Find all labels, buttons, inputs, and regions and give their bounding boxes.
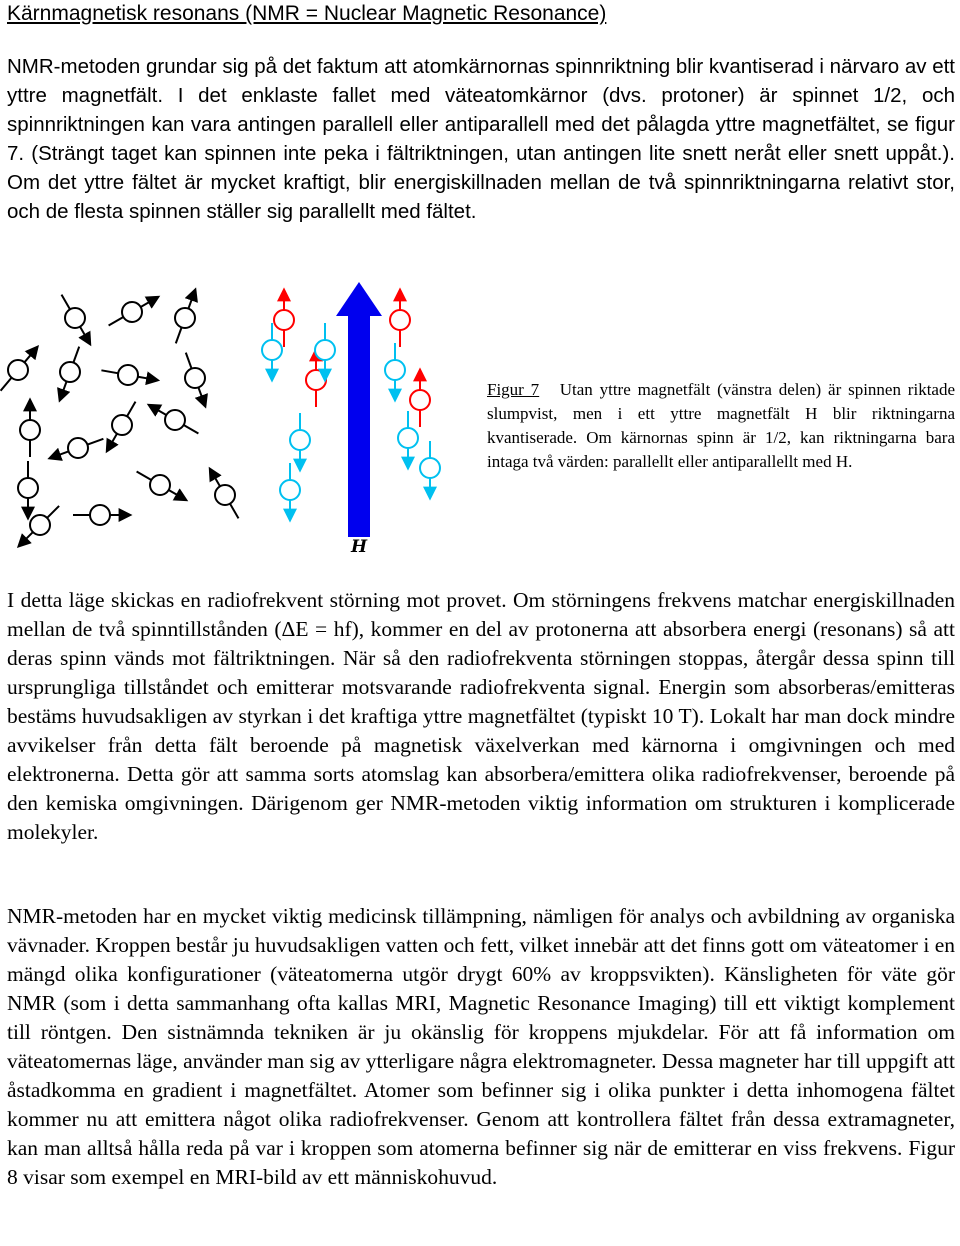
random-spin bbox=[109, 299, 156, 326]
random-spins-group bbox=[1, 293, 239, 544]
spin-up bbox=[410, 373, 430, 427]
page-title: Kärnmagnetisk resonans (NMR = Nuclear Magnetic Resonance) bbox=[7, 2, 607, 25]
spin-up bbox=[274, 293, 294, 347]
random-spin bbox=[152, 407, 199, 434]
spin-down bbox=[385, 343, 405, 397]
spin-down bbox=[315, 323, 335, 377]
random-spin bbox=[21, 506, 59, 544]
paragraph-medical: NMR-metoden har en mycket viktig medicinsk tillämpning, nämligen för analys och avbildning av organiska vävnader. Kroppen består ju huvudsakligen vatten och fett, vilket innebär att det finns gott om väteatomer i en mängd olika konfigurationer (väteatomerna utgör drygt 60% av kroppsvikten). Känsligheten för väte gör NMR (som i detta sammanhang ofta kallas MRI, Magnetic Resonance Imaging) till ett viktigt komplement till röntgen. Den sistnämnda tekniken är ju okänslig för kroppens mjukdelar. För att få information om väteatomernas läge, använder man sig av ytterligare några elektromagneter. Dessa magneter har till uppgift att åstadkomma en gradient i magnetfältet. Atomer som befinner sig i olika punkter i detta inhomogena fältet kommer nu att emittera något olika radiofrekvenser. Genom att kontrollera fältet från dessa extramagneter, kan man alltså hålla reda på var i kroppen som atomerna befinner sig när de emitterar en viss frekvens. Figur 8 visar som exempel en MRI-bild av ett människohuvud. bbox=[7, 904, 956, 1189]
figure-caption bbox=[487, 378, 955, 474]
field-label-h: H bbox=[351, 537, 368, 557]
spin-down bbox=[398, 411, 418, 465]
spin-up bbox=[306, 353, 326, 407]
random-spin bbox=[73, 505, 127, 525]
spin-down bbox=[262, 323, 282, 377]
figure-7 bbox=[0, 280, 480, 560]
spin-down bbox=[420, 441, 440, 495]
spin-diagram bbox=[0, 280, 480, 560]
random-spin bbox=[212, 472, 239, 519]
random-spin bbox=[18, 461, 38, 515]
random-spin bbox=[20, 403, 40, 457]
spin-down bbox=[290, 413, 310, 467]
random-spin bbox=[53, 438, 104, 458]
random-spin bbox=[109, 402, 136, 449]
random-spin bbox=[185, 353, 205, 404]
caption-text: Utan yttre magnetfält (vänstra delen) är spinnen riktade slumpvist, men i ett yttre magnetfält H blir riktningarna kvantiserade. Om kärnornas spinn är 1/2, kan riktningarna bara intaga två värden: parallellt eller antiparallellt med H. bbox=[487, 380, 956, 471]
random-spin bbox=[60, 347, 80, 398]
random-spin bbox=[1, 349, 36, 390]
random-spin bbox=[62, 295, 89, 342]
magnetic-field-arrow bbox=[336, 282, 382, 557]
random-spin bbox=[175, 293, 195, 344]
caption-label: Figur 7 bbox=[487, 380, 540, 399]
spin-up bbox=[390, 293, 410, 347]
random-spin bbox=[137, 472, 184, 499]
random-spin bbox=[101, 365, 154, 385]
paragraph-intro: NMR-metoden grundar sig på det faktum att atomkärnornas spinnriktning blir kvantiserad i närvaro av ett yttre magnetfält. I det enklaste fallet med väteatomkärnor (dvs. protoner) är spinnet 1/2, och spinnriktningen kan vara antingen parallell eller antiparallell med det pålagda yttre magnetfältet, se figur 7. (Strängt taget kan spinnen inte peka i fältriktningen, utan antingen lite snett neråt eller snett uppåt.). Om det yttre fältet är mycket kraftigt, blir energiskillnaden mellan de två spinnriktningarna relativt stor, och de flesta spinnen ställer sig parallellt med fältet. bbox=[7, 55, 956, 223]
paragraph-resonance: I detta läge skickas en radiofrekvent störning mot provet. Om störningens frekvens matchar energiskillnaden mellan de två spinntillstånden (ΔE = hf), kommer en del av protonerna att absorbera energi (resonans) så att deras spinn vänds mot fältriktningen. När så den radiofrekventa störningen stoppas, återgår dessa spinn till ursprungliga tillståndet och emitterar motsvarande radiofrekventa signal. Energin som absorberas/emitteras bestäms huvudsakligen av styrkan i det kraftiga yttre magnetfältet (typiskt 10 T). Lokalt har man dock mindre avvikelser från detta fält beroende på magnetisk växelverkan med kärnorna i omgivningen och med elektronerna. Detta gör att samma sorts atomslag kan absorbera/emittera olika radiofrekvenser, beroende på den kemiska omgivningen. Därigenom ger NMR-metoden viktig information om strukturen i komplicerade molekyler. bbox=[7, 588, 955, 844]
spin-down bbox=[280, 463, 300, 517]
